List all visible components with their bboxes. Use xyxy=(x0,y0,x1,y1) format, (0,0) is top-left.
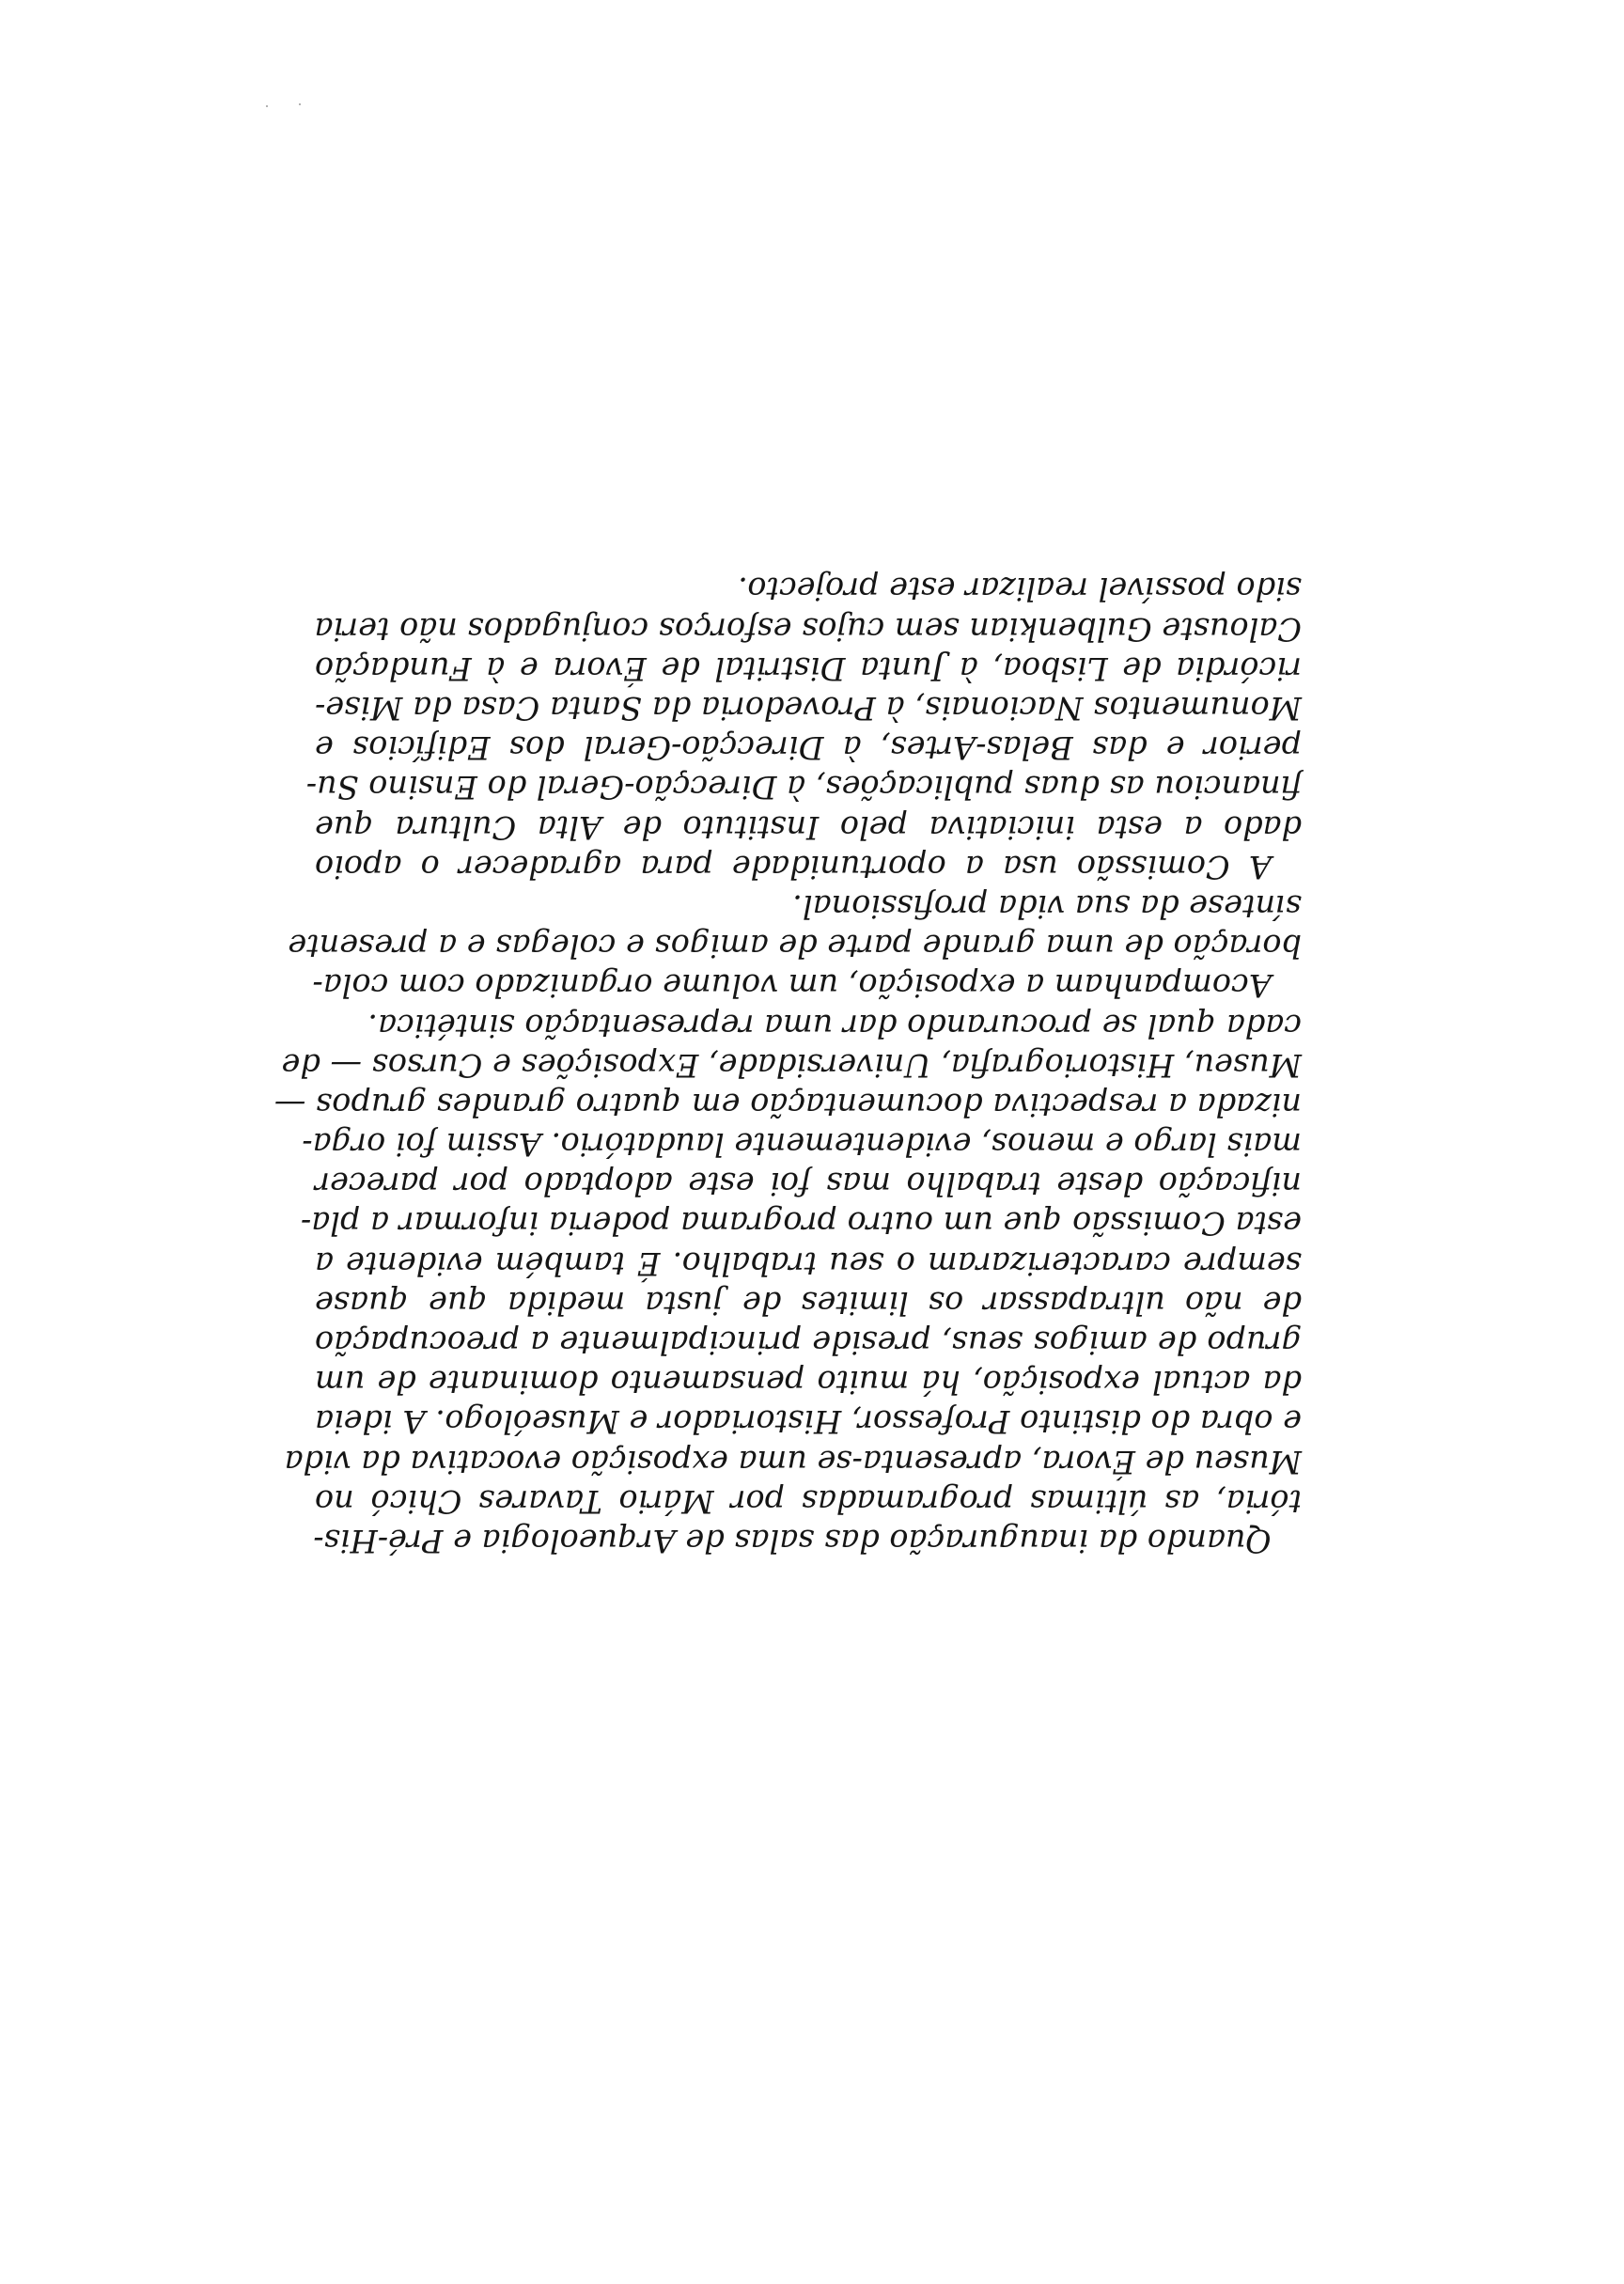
text-line: financiou as duas publicações, à Direcção-Geral do Ensino Su- xyxy=(305,769,1302,806)
rotated-text-block xyxy=(273,357,1302,1560)
text-line: grupo de amigos seus, preside principalmente a preocupação xyxy=(315,1324,1302,1362)
text-line: A Comissão usa a oportunidade para agradecer o apoio xyxy=(315,848,1272,885)
text-line: sido possível realizar este projecto. xyxy=(738,571,1302,608)
paragraph-2 xyxy=(288,886,1302,1006)
text-line: Acompanham a exposição, um volume organizado com cola- xyxy=(312,967,1272,1005)
scan-speck xyxy=(266,105,268,107)
text-line: da actual exposição, há muito pensamento dominante de um xyxy=(315,1364,1302,1401)
text-line: nizada a respectiva documentação em quatro grandes grupos — xyxy=(273,1086,1302,1123)
text-line: tória, as últimas programadas por Mário Tavares Chicó no xyxy=(315,1482,1302,1520)
text-line: síntese da sua vida profissional. xyxy=(792,888,1302,925)
text-line: Quando da inauguração das salas de Arqueologia e Pré-His- xyxy=(313,1523,1272,1559)
text-line: Museu, Historiografia, Universidade, Exposições e Cursos — de xyxy=(281,1046,1302,1084)
text-line: perior e das Belas-Artes, à Direcção-Geral dos Edifícios e xyxy=(315,729,1302,767)
text-line: mais largo e menos, evidentemente laudatório. Assim foi orga- xyxy=(302,1126,1302,1164)
text-line: esta Comissão que um outro programa poderia informar a pla- xyxy=(300,1205,1302,1243)
text-line: Museu de Évora, apresenta-se uma exposição evocativa da vida xyxy=(284,1443,1302,1480)
text-line: Monumentos Nacionais, à Provedoria da Santa Casa da Mise- xyxy=(315,690,1302,727)
paragraph-1 xyxy=(273,1005,1302,1560)
scan-speck xyxy=(299,103,301,105)
text-line: Calouste Gulbenkian sem cujos esforços conjugados não teria xyxy=(314,610,1302,648)
text-line: boração de uma grande parte de amigos e colegas e a presente xyxy=(288,928,1302,965)
text-line: cada qual se procurando dar uma representação sintética. xyxy=(367,1007,1302,1044)
paragraph-3 xyxy=(305,569,1302,886)
text-line: de não ultrapassar os limites de justa medida que quase xyxy=(315,1284,1302,1322)
text-line: dado a esta iniciativa pelo Instituto de Alta Cultura que xyxy=(315,808,1302,846)
text-line: sempre caracterizaram o seu trabalho. É também evidente a xyxy=(315,1244,1302,1282)
text-line: e obra do distinto Professor, Historiador e Museólogo. A ideia xyxy=(315,1403,1302,1441)
text-line: nificação deste trabalho mas foi este adoptado por parecer xyxy=(315,1165,1302,1203)
text-line: ricórdia de Lisboa, à Junta Distrital de Évora e à Fundação xyxy=(315,649,1302,687)
